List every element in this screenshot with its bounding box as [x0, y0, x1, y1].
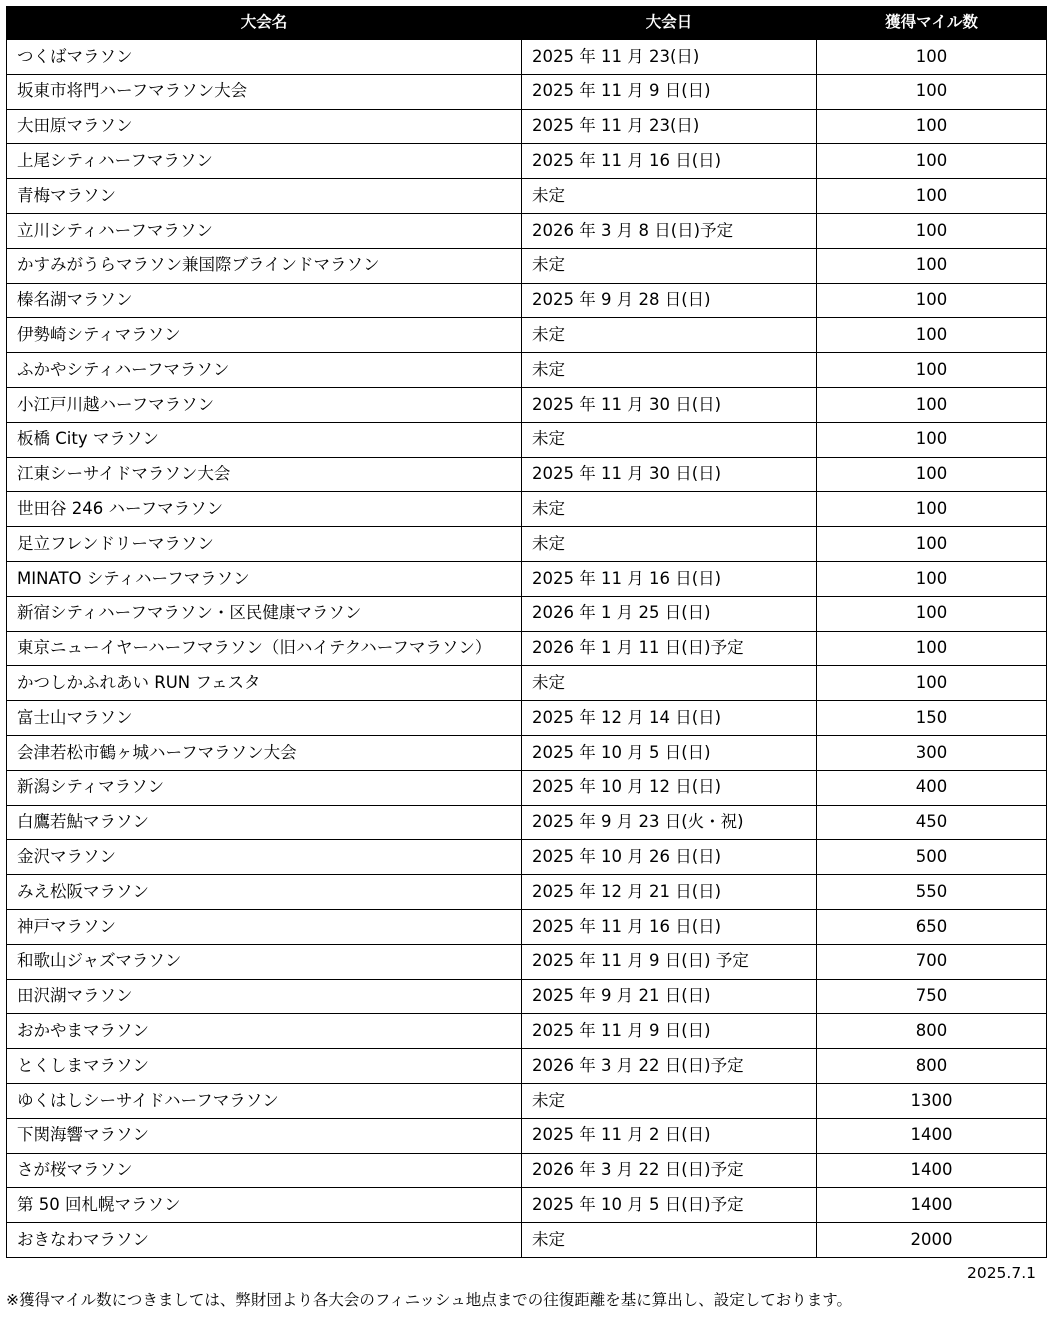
event-name-cell: 榛名湖マラソン [7, 283, 522, 318]
event-name-cell: 富士山マラソン [7, 701, 522, 736]
event-name-cell: 坂東市将門ハーフマラソン大会 [7, 74, 522, 109]
table-row [7, 1188, 1047, 1223]
event-date-cell: 未定 [522, 353, 817, 388]
event-date-cell: 2026 年 1 月 25 日(日) [522, 596, 817, 631]
table-header-row [7, 7, 1047, 40]
event-date-cell: 2025 年 9 月 28 日(日) [522, 283, 817, 318]
table-row [7, 735, 1047, 770]
table-row [7, 318, 1047, 353]
table-row [7, 666, 1047, 701]
table-row [7, 144, 1047, 179]
table-row [7, 596, 1047, 631]
table-row [7, 1223, 1047, 1258]
event-name-cell: 第 50 回札幌マラソン [7, 1188, 522, 1223]
event-date-cell: 未定 [522, 318, 817, 353]
event-name-cell: 田沢湖マラソン [7, 979, 522, 1014]
event-date-cell: 未定 [522, 527, 817, 562]
miles-cell: 300 [817, 735, 1047, 770]
table-row [7, 248, 1047, 283]
event-date-cell: 未定 [522, 1083, 817, 1118]
header-event-date: 大会日 [522, 7, 817, 40]
event-date-cell: 未定 [522, 492, 817, 527]
event-date-cell: 2025 年 11 月 9 日(日) [522, 1014, 817, 1049]
event-name-cell: ふかやシティハーフマラソン [7, 353, 522, 388]
event-name-cell: さが桜マラソン [7, 1153, 522, 1188]
event-name-cell: ゆくはしシーサイドハーフマラソン [7, 1083, 522, 1118]
miles-cell: 450 [817, 805, 1047, 840]
table-row [7, 805, 1047, 840]
miles-cell: 100 [817, 213, 1047, 248]
miles-cell: 100 [817, 422, 1047, 457]
event-name-cell: 青梅マラソン [7, 179, 522, 214]
table-row [7, 40, 1047, 75]
event-date-cell: 2025 年 11 月 30 日(日) [522, 457, 817, 492]
miles-cell: 100 [817, 283, 1047, 318]
event-date-cell: 未定 [522, 422, 817, 457]
event-name-cell: 伊勢崎シティマラソン [7, 318, 522, 353]
event-date-cell: 2026 年 3 月 8 日(日)予定 [522, 213, 817, 248]
table-row [7, 561, 1047, 596]
miles-cell: 100 [817, 596, 1047, 631]
event-name-cell: 和歌山ジャズマラソン [7, 944, 522, 979]
event-name-cell: MINATO シティハーフマラソン [7, 561, 522, 596]
event-date-cell: 2025 年 11 月 9 日(日) 予定 [522, 944, 817, 979]
table-row [7, 1083, 1047, 1118]
table-row [7, 353, 1047, 388]
table-row [7, 979, 1047, 1014]
event-date-cell: 未定 [522, 179, 817, 214]
event-date-cell: 2025 年 11 月 30 日(日) [522, 387, 817, 422]
table-row [7, 1153, 1047, 1188]
miles-cell: 700 [817, 944, 1047, 979]
miles-cell: 100 [817, 527, 1047, 562]
event-name-cell: 新宿シティハーフマラソン・区民健康マラソン [7, 596, 522, 631]
event-name-cell: 白鷹若鮎マラソン [7, 805, 522, 840]
event-name-cell: 江東シーサイドマラソン大会 [7, 457, 522, 492]
event-name-cell: 東京ニューイヤーハーフマラソン（旧ハイテクハーフマラソン） [7, 631, 522, 666]
miles-cell: 100 [817, 40, 1047, 75]
table-row [7, 387, 1047, 422]
event-date-cell: 2025 年 11 月 2 日(日) [522, 1118, 817, 1153]
miles-cell: 1400 [817, 1188, 1047, 1223]
table-row [7, 840, 1047, 875]
miles-cell: 650 [817, 909, 1047, 944]
event-date-cell: 未定 [522, 1223, 817, 1258]
event-name-cell: みえ松阪マラソン [7, 875, 522, 910]
miles-cell: 100 [817, 561, 1047, 596]
miles-cell: 100 [817, 109, 1047, 144]
header-miles: 獲得マイル数 [817, 7, 1047, 40]
event-date-cell: 2025 年 11 月 23(日) [522, 40, 817, 75]
miles-cell: 800 [817, 1049, 1047, 1084]
miles-cell: 1400 [817, 1118, 1047, 1153]
table-row [7, 422, 1047, 457]
event-date-cell: 2025 年 10 月 5 日(日) [522, 735, 817, 770]
miles-cell: 100 [817, 387, 1047, 422]
event-date-cell: 2025 年 9 月 23 日(火・祝) [522, 805, 817, 840]
event-date-cell: 2026 年 3 月 22 日(日)予定 [522, 1049, 817, 1084]
event-name-cell: 板橋 City マラソン [7, 422, 522, 457]
table-row [7, 1014, 1047, 1049]
event-date-cell: 2025 年 11 月 23(日) [522, 109, 817, 144]
event-name-cell: おかやまマラソン [7, 1014, 522, 1049]
table-row [7, 109, 1047, 144]
miles-cell: 100 [817, 492, 1047, 527]
table-row [7, 770, 1047, 805]
miles-cell: 150 [817, 701, 1047, 736]
table-row [7, 527, 1047, 562]
event-name-cell: 小江戸川越ハーフマラソン [7, 387, 522, 422]
miles-cell: 100 [817, 353, 1047, 388]
miles-cell: 100 [817, 144, 1047, 179]
event-name-cell: 会津若松市鶴ヶ城ハーフマラソン大会 [7, 735, 522, 770]
as-of-date: 2025.7.1 [966, 1264, 1036, 1282]
event-date-cell: 2026 年 1 月 11 日(日)予定 [522, 631, 817, 666]
miles-cell: 750 [817, 979, 1047, 1014]
event-name-cell: 新潟シティマラソン [7, 770, 522, 805]
miles-cell: 400 [817, 770, 1047, 805]
event-name-cell: 足立フレンドリーマラソン [7, 527, 522, 562]
event-name-cell: かつしかふれあい RUN フェスタ [7, 666, 522, 701]
event-date-cell: 未定 [522, 248, 817, 283]
event-name-cell: 下関海響マラソン [7, 1118, 522, 1153]
miles-cell: 550 [817, 875, 1047, 910]
marathon-miles-document [6, 6, 1046, 1258]
miles-cell: 800 [817, 1014, 1047, 1049]
header-event-name: 大会名 [7, 7, 522, 40]
table-row [7, 1118, 1047, 1153]
event-date-cell: 2025 年 11 月 16 日(日) [522, 909, 817, 944]
event-date-cell: 2025 年 11 月 9 日(日) [522, 74, 817, 109]
event-name-cell: 上尾シティハーフマラソン [7, 144, 522, 179]
table-row [7, 944, 1047, 979]
table-row [7, 875, 1047, 910]
event-name-cell: かすみがうらマラソン兼国際ブラインドマラソン [7, 248, 522, 283]
miles-cell: 100 [817, 179, 1047, 214]
event-name-cell: 金沢マラソン [7, 840, 522, 875]
footnote: ※獲得マイル数につきましては、弊財団より各大会のフィニッシュ地点までの往復距離を基に算出し、設定しております。 [6, 1291, 852, 1309]
table-row [7, 701, 1047, 736]
marathon-table [6, 6, 1047, 1258]
miles-cell: 1400 [817, 1153, 1047, 1188]
table-row [7, 1049, 1047, 1084]
event-date-cell: 2025 年 11 月 16 日(日) [522, 561, 817, 596]
event-date-cell: 2025 年 9 月 21 日(日) [522, 979, 817, 1014]
event-name-cell: 立川シティハーフマラソン [7, 213, 522, 248]
event-date-cell: 2025 年 12 月 14 日(日) [522, 701, 817, 736]
event-name-cell: 神戸マラソン [7, 909, 522, 944]
event-name-cell: おきなわマラソン [7, 1223, 522, 1258]
miles-cell: 500 [817, 840, 1047, 875]
table-row [7, 492, 1047, 527]
table-row [7, 631, 1047, 666]
miles-cell: 100 [817, 248, 1047, 283]
table-body [7, 40, 1047, 1258]
miles-cell: 1300 [817, 1083, 1047, 1118]
miles-cell: 100 [817, 457, 1047, 492]
table-row [7, 283, 1047, 318]
event-name-cell: 世田谷 246 ハーフマラソン [7, 492, 522, 527]
table-row [7, 457, 1047, 492]
event-date-cell: 2025 年 11 月 16 日(日) [522, 144, 817, 179]
miles-cell: 2000 [817, 1223, 1047, 1258]
miles-cell: 100 [817, 318, 1047, 353]
table-row [7, 213, 1047, 248]
miles-cell: 100 [817, 631, 1047, 666]
event-date-cell: 未定 [522, 666, 817, 701]
table-row [7, 909, 1047, 944]
event-date-cell: 2025 年 10 月 26 日(日) [522, 840, 817, 875]
event-name-cell: つくばマラソン [7, 40, 522, 75]
event-name-cell: とくしまマラソン [7, 1049, 522, 1084]
miles-cell: 100 [817, 666, 1047, 701]
event-date-cell: 2025 年 12 月 21 日(日) [522, 875, 817, 910]
miles-cell: 100 [817, 74, 1047, 109]
event-date-cell: 2025 年 10 月 5 日(日)予定 [522, 1188, 817, 1223]
event-date-cell: 2026 年 3 月 22 日(日)予定 [522, 1153, 817, 1188]
event-name-cell: 大田原マラソン [7, 109, 522, 144]
table-row [7, 179, 1047, 214]
table-row [7, 74, 1047, 109]
event-date-cell: 2025 年 10 月 12 日(日) [522, 770, 817, 805]
